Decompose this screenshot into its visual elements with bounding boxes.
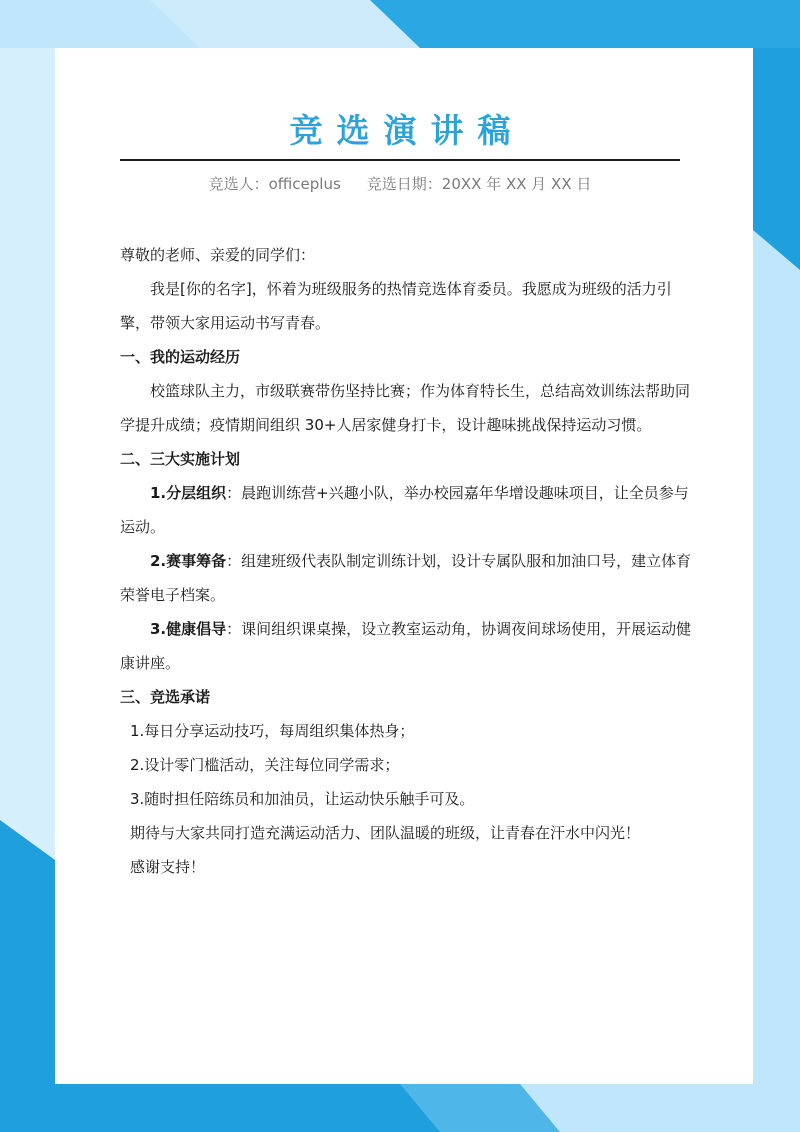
plan-item-label: 1.分层组织 (150, 484, 227, 502)
intro-paragraph: 我是[你的名字]，怀着为班级服务的热情竞选体育委员。我愿成为班级的活力引擎，带领大家用运动书写青春。 (120, 280, 672, 332)
top-dark-band (370, 0, 800, 48)
promise-item: 1.每日分享运动技巧，每周组织集体热身； (130, 722, 415, 740)
experience-paragraph: 校篮球队主力，市级联赛带伤坚持比赛；作为体育特长生，总结高效训练法帮助同学提升成绩；疫情期间组织 30+人居家健身打卡，设计趣味挑战保持运动习惯。 (120, 382, 691, 434)
left-light-band (0, 48, 55, 860)
plan-item-text: ：晨跑训练营+兴趣小队，举办校园嘉年华增设趣味项目，让全员参与运动。 (120, 484, 689, 536)
bottom-light-band (520, 1084, 800, 1132)
closing-paragraph: 期待与大家共同打造充满运动活力、团队温暖的班级，让青春在汗水中闪光！ (130, 824, 641, 842)
section-heading-plans: 二、三大实施计划 (120, 450, 241, 468)
right-light-band (753, 230, 800, 1132)
date-label: 竞选日期： (366, 175, 442, 193)
thanks-line: 感谢支持！ (130, 858, 206, 876)
candidate-label: 竞选人： (208, 175, 269, 193)
promise-item: 3.随时担任陪练员和加油员，让运动快乐触手可及。 (130, 790, 475, 808)
document-meta (0, 172, 800, 196)
document-title: 竞选演讲稿 (289, 111, 525, 150)
date-value: 20XX 年 XX 月 XX 日 (441, 175, 592, 193)
title-divider (120, 159, 680, 161)
candidate-name: officeplus (268, 175, 341, 193)
section-heading-promises: 三、竞选承诺 (120, 688, 211, 706)
section-heading-experience: 一、我的运动经历 (120, 348, 241, 366)
plan-item-text: ：课间组织课桌操，设立教室运动角，协调夜间球场使用，开展运动健康讲座。 (120, 620, 692, 672)
greeting: 尊敬的老师、亲爱的同学们： (120, 246, 316, 264)
document-body (120, 238, 692, 884)
promise-item: 2.设计零门槛活动，关注每位同学需求； (130, 756, 400, 774)
plan-item (120, 476, 692, 544)
plan-item-text: ：组建班级代表队制定训练计划，设计专属队服和加油口号，建立体育荣誉电子档案。 (120, 552, 692, 604)
plan-item (120, 612, 692, 680)
plan-item (120, 544, 692, 612)
plan-item-label: 3.健康倡导 (150, 620, 227, 638)
plan-item-label: 2.赛事筹备 (150, 552, 227, 570)
